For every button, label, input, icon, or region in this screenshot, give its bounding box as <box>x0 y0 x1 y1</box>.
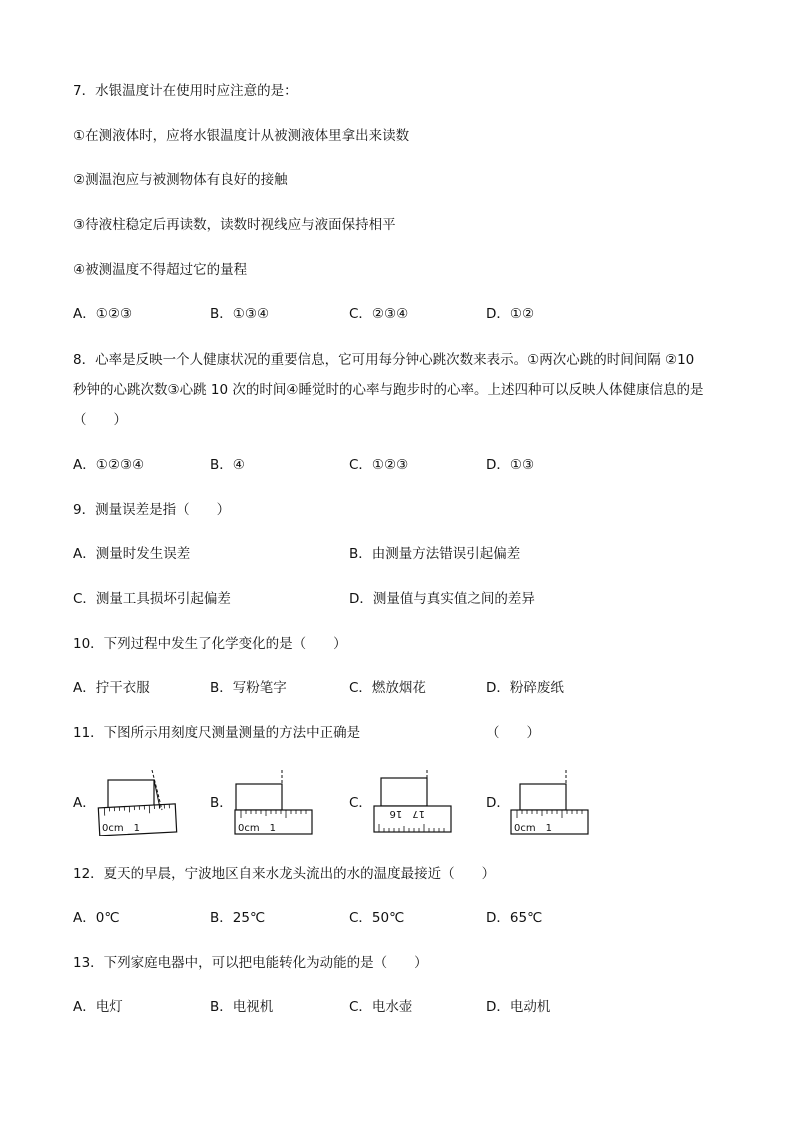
q11-figure-d-label: D． <box>486 795 510 811</box>
q10-option-a: A．拧干衣服 <box>73 680 150 696</box>
q7-item-2: ②测温泡应与被测物体有良好的接触 <box>73 172 288 188</box>
q10-option-c: C．燃放烟花 <box>349 680 426 696</box>
q12-stem: 12．夏天的早晨，宁波地区自来水龙头流出的水的温度最接近（ ） <box>73 866 496 882</box>
q11-figure-d <box>508 770 590 836</box>
q11-answer-blank: （ ） <box>486 725 540 741</box>
q11-figure-b-label: B． <box>210 795 233 811</box>
q10-stem: 10．下列过程中发生了化学变化的是（ ） <box>73 636 347 652</box>
q9-option-a: A．测量时发生误差 <box>73 546 191 562</box>
q7-option-a: A．①②③ <box>73 306 133 322</box>
q7-item-4: ④被测温度不得超过它的量程 <box>73 262 248 278</box>
q8-option-a: A．①②③④ <box>73 457 145 473</box>
q11-figure-b <box>232 770 314 836</box>
q11-figure-a <box>96 770 178 836</box>
q11-figure-c-ruler-text: 17 16 <box>389 808 425 819</box>
q7-item-3: ③待液柱稳定后再读数，读数时视线应与液面保持相平 <box>73 217 396 233</box>
q12-option-c: C．50℃ <box>349 910 405 926</box>
q7-item-1: ①在测液体时，应将水银温度计从被测液体里拿出来读数 <box>73 128 410 144</box>
q11-figure-a-ruler-text: 0cm 1 <box>102 823 140 834</box>
q7-option-c: C．②③④ <box>349 306 409 322</box>
q8-stem-line-1: 8．心率是反映一个人健康状况的重要信息，它可用每分钟心跳次数来表示。①两次心跳的时间间隔 ②10 <box>73 352 695 368</box>
q7-option-d: D．①② <box>486 306 535 322</box>
q7-stem: 7．水银温度计在使用时应注意的是： <box>73 83 298 99</box>
q12-option-d: D．65℃ <box>486 910 543 926</box>
q10-option-b: B．写粉笔字 <box>210 680 287 696</box>
q12-option-b: B．25℃ <box>210 910 266 926</box>
q13-option-c: C．电水壶 <box>349 999 413 1015</box>
q11-stem: 11．下图所示用刻度尺测量测量的方法中正确是 <box>73 725 361 741</box>
q13-option-d: D．电动机 <box>486 999 551 1015</box>
q10-option-d: D．粉碎废纸 <box>486 680 564 696</box>
q13-option-b: B．电视机 <box>210 999 274 1015</box>
q9-stem: 9．测量误差是指（ ） <box>73 502 231 518</box>
q11-figure-d-ruler-text: 0cm 1 <box>514 823 552 834</box>
q9-option-d: D．测量值与真实值之间的差异 <box>349 591 535 607</box>
q8-option-d: D．①③ <box>486 457 535 473</box>
q7-option-b: B．①③④ <box>210 306 270 322</box>
q13-option-a: A．电灯 <box>73 999 123 1015</box>
q8-option-b: B．④ <box>210 457 245 473</box>
q11-figure-c-label: C． <box>349 795 372 811</box>
q11-figure-b-ruler-text: 0cm 1 <box>238 823 276 834</box>
q9-option-c: C．测量工具损坏引起偏差 <box>73 591 231 607</box>
q8-stem-line-2: 秒钟的心跳次数③心跳 10 次的时间④睡觉时的心率与跑步时的心率。上述四种可以反映人体健康信息的是 <box>73 382 704 398</box>
q9-option-b: B．由测量方法错误引起偏差 <box>349 546 521 562</box>
q11-figure-c <box>371 770 453 836</box>
q12-option-a: A．0℃ <box>73 910 120 926</box>
q13-stem: 13．下列家庭电器中，可以把电能转化为动能的是（ ） <box>73 955 428 971</box>
q8-option-c: C．①②③ <box>349 457 409 473</box>
q11-figure-a-label: A． <box>73 795 96 811</box>
q8-stem-line-3: （ ） <box>73 412 127 428</box>
